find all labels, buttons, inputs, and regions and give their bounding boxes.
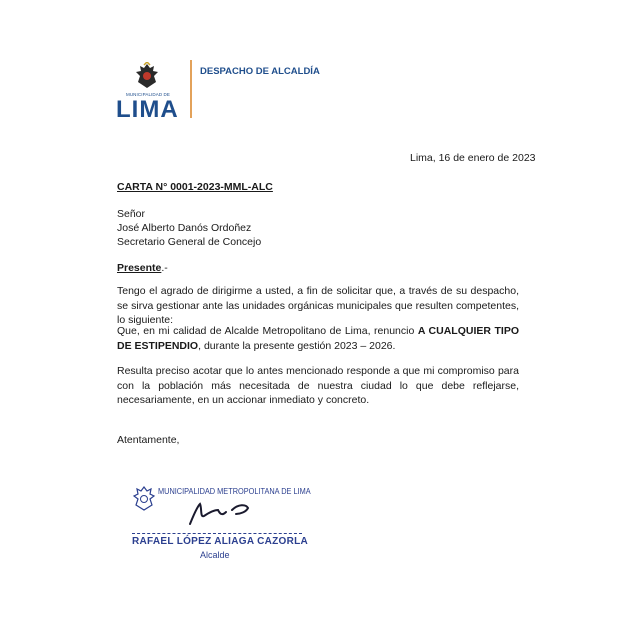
signatory-name: RAFAEL LÓPEZ ALIAGA CAZORLA: [132, 536, 309, 547]
department-title: DESPACHO DE ALCALDÍA: [200, 66, 320, 77]
letter-date: Lima, 16 de enero de 2023: [410, 152, 536, 164]
opening: [117, 262, 168, 274]
stamp-seal-icon: [132, 486, 156, 512]
recipient-title: Secretario General de Concejo: [117, 236, 262, 248]
paragraph-3: Resulta preciso acotar que lo antes mencionado responde a que mi compromiso para con la población más necesitada de nuestra ciudad lo que debe reflejarse, necesariamente, en un accionar inmediato y concreto.: [117, 365, 519, 406]
logo-subtitle: MUNICIPALIDAD DE: [125, 92, 171, 97]
paragraph-1: Tengo el agrado de dirigirme a usted, a fin de solicitar que, a través de su despacho, se sirva gestionar ante las unidades orgánicas municipales que resulten competentes, lo siguiente:: [117, 285, 519, 326]
paragraph-2-before: Que, en mi calidad de Alcalde Metropolitano de Lima, renuncio: [117, 325, 418, 337]
paragraph-2: [117, 324, 519, 353]
handwritten-signature: [180, 496, 270, 530]
opening-word: Presente: [117, 262, 162, 274]
logo-lima: LIMA: [116, 96, 179, 123]
header-divider: [190, 60, 192, 118]
paragraph-2-bold: A CUALQUIER TIPO DE ESTIPENDIO: [117, 325, 519, 352]
closing: Atentamente,: [117, 434, 180, 446]
signature-line: [132, 533, 302, 535]
opening-suffix: .-: [161, 262, 168, 274]
paragraph-2-after: , durante la presente gestión 2023 – 2026.: [198, 339, 396, 352]
letter-reference: CARTA N° 0001-2023-MML-ALC: [117, 181, 273, 193]
signatory-role: Alcalde: [200, 550, 230, 560]
coat-of-arms-icon: [134, 62, 160, 90]
recipient-salutation: Señor: [117, 208, 146, 220]
stamp-institution: MUNICIPALIDAD METROPOLITANA DE LIMA: [158, 487, 311, 496]
recipient-name: José Alberto Danós Ordoñez: [117, 222, 252, 234]
